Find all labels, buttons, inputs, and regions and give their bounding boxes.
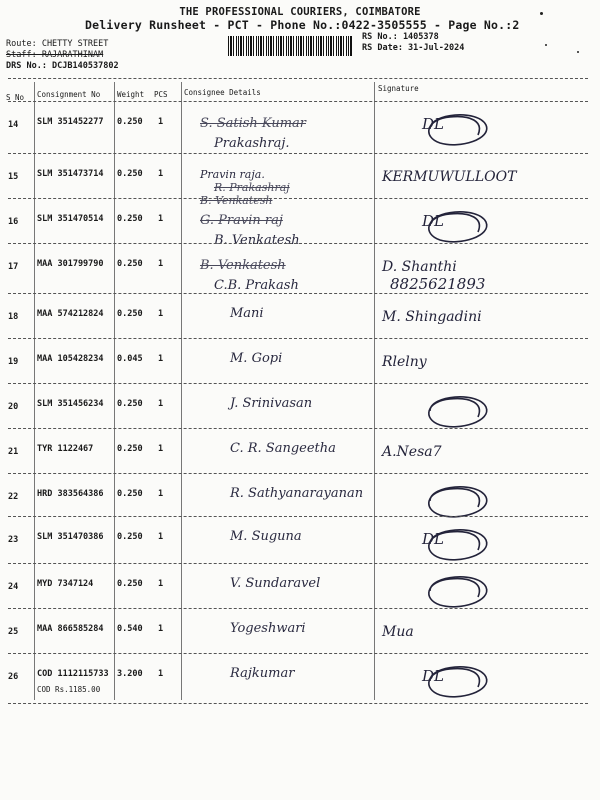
row-consignment-no: SLM 351470514 [37,214,104,224]
row-pcs: 1 [158,444,164,454]
row-divider [8,383,588,384]
consignee-name: J. Srinivasan [230,396,313,411]
consignee-name: Yogeshwari [230,621,306,636]
row-pcs: 1 [158,354,164,364]
staff-label: Staff: RAJARATHINAM [6,50,104,60]
signature-scribble [400,107,510,151]
row-consignment-no: SLM 351473714 [37,169,104,179]
signature-stroke [429,397,487,427]
row-divider [8,473,588,474]
row-pcs: 1 [158,624,164,634]
barcode [228,36,353,56]
row-sno: 23 [8,535,19,545]
row-divider [8,198,588,199]
consignee-name: Mani [230,306,264,321]
row-pcs: 1 [158,214,164,224]
col-consignment: Consignment No [37,90,101,99]
consignee-name: C.B. Prakash [214,278,299,293]
row-consignment-no: MAA 105428234 [37,354,104,364]
consignee-name: B. Venkatesh [200,258,286,273]
row-consignment-no: TYR 1122467 [37,444,94,454]
row-consignment-no: SLM 351452277 [37,117,104,127]
row-consignment-no: MYD 7347124 [37,579,94,589]
consignee-name: G. Pravin raj [200,213,283,228]
row-weight: 0.250 [117,259,143,269]
consignee-name: R. Sathyanarayanan [230,486,364,501]
consignee-name: M. Suguna [230,529,302,544]
signature-scribble [400,569,510,613]
column-header-divider [8,101,588,102]
row-divider [8,153,588,154]
row-consignment-no: MAA 866585284 [37,624,104,634]
consignee-name: V. Sundaravel [230,576,321,591]
signature-phone: 8825621893 [390,275,486,293]
consignee-name: M. Gopi [230,351,283,366]
row-consignment-no: COD 1112115733 [37,669,109,679]
row-weight: 0.045 [117,354,143,364]
row-consignment-no: MAA 301799790 [37,259,104,269]
signature-text: Rlelny [382,354,427,370]
row-divider [8,293,588,294]
row-weight: 0.250 [117,309,143,319]
consignee-name: B. Venkatesh [200,194,273,207]
row-sno: 14 [8,120,19,130]
row-weight: 0.250 [117,532,143,542]
row-weight: 0.250 [117,444,143,454]
signature-scribble [400,522,510,566]
consignee-name: Pravin raja. [200,168,265,181]
row-sno: 15 [8,172,19,182]
signature-scribble [400,389,510,433]
row-divider [8,563,588,564]
row-sno: 19 [8,357,19,367]
row-pcs: 1 [158,259,164,269]
row-weight: 0.250 [117,399,143,409]
col-pcs: PCS [154,90,168,99]
header-divider [8,78,588,79]
signature-initials: DL [422,212,444,230]
row-sno: 18 [8,312,19,322]
row-weight: 0.250 [117,117,143,127]
row-pcs: 1 [158,489,164,499]
signature-text: A.Nesa7 [382,444,442,460]
row-weight: 0.250 [117,579,143,589]
rs-date-label: RS Date: 31-Jul-2024 [362,43,465,53]
row-divider [8,653,588,654]
scan-speck [577,51,579,53]
row-sno: 26 [8,672,19,682]
route-label: Route: CHETTY STREET [6,39,109,49]
row-consignment-no: SLM 351470386 [37,532,104,542]
row-divider [8,608,588,609]
row-consignment-no: MAA 574212824 [37,309,104,319]
consignee-name: Prakashraj. [214,136,290,151]
col-sno: S No [6,93,25,102]
row-pcs: 1 [158,309,164,319]
company-title: THE PROFESSIONAL COURIERS, COIMBATORE [179,6,421,18]
row-divider [8,338,588,339]
row-sno: 20 [8,402,19,412]
row-cod-note: COD Rs.1185.00 [37,685,101,694]
signature-scribble [400,204,510,248]
signature-scribble [400,659,510,703]
row-weight: 0.250 [117,489,143,499]
row-divider [8,243,588,244]
scan-speck [540,12,543,15]
col-weight: Weight [117,90,145,99]
signature-text: KERMUWULLOOT [382,169,517,185]
row-divider [8,703,588,704]
row-pcs: 1 [158,579,164,589]
signature-initials: DL [422,667,444,685]
row-sno: 25 [8,627,19,637]
row-weight: 3.200 [117,669,143,679]
rs-no-label: RS No.: 1405378 [362,32,439,42]
row-pcs: 1 [158,669,164,679]
row-sno: 17 [8,262,19,272]
consignee-name: B. Venkatesh [214,233,300,248]
col-signature: Signature [378,84,419,93]
row-sno: 24 [8,582,19,592]
row-pcs: 1 [158,532,164,542]
row-weight: 0.540 [117,624,143,634]
col-consignee: Consignee Details [184,88,261,97]
row-sno: 16 [8,217,19,227]
row-sno: 21 [8,447,19,457]
signature-text: D. Shanthi [382,259,457,275]
row-pcs: 1 [158,169,164,179]
signature-initials: DL [422,530,444,548]
consignee-name: Rajkumar [230,666,295,681]
signature-stroke [429,577,487,607]
row-divider [8,516,588,517]
runsheet-line: Delivery Runsheet - PCT - Phone No.:0422-3505555 - Page No.:2 [85,18,520,32]
consignee-name: S. Satish Kumar [200,116,307,131]
signature-text: M. Shingadini [382,309,482,325]
row-pcs: 1 [158,399,164,409]
consignee-name: R. Prakashraj [214,181,290,194]
row-consignment-no: SLM 351456234 [37,399,104,409]
row-consignment-no: HRD 383564386 [37,489,104,499]
scan-speck [545,44,547,46]
row-pcs: 1 [158,117,164,127]
row-weight: 0.250 [117,214,143,224]
drs-label: DRS No.: DCJB140537802 [6,61,119,71]
signature-text: Mua [382,624,414,640]
signature-initials: DL [422,115,444,133]
row-divider [8,428,588,429]
row-weight: 0.250 [117,169,143,179]
row-sno: 22 [8,492,19,502]
signature-stroke [429,487,487,517]
consignee-name: C. R. Sangeetha [230,441,336,456]
